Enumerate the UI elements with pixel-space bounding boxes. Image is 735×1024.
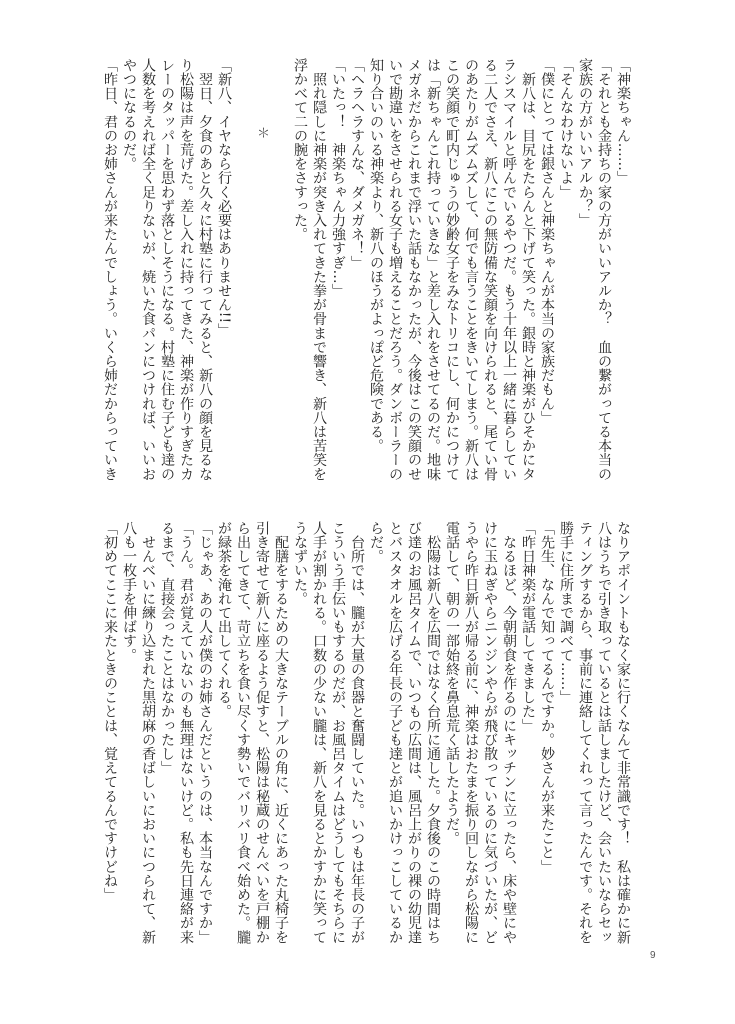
page-number: 9 [650,950,656,961]
text-column: 家族の方がいいアルか？」 [577,58,593,228]
text-column: 八も一枚手を伸ばす。 [121,521,137,662]
text-column: 「ヘラヘラすんな、ダメガネ！」 [349,58,365,270]
text-column: うなずいた。 [292,521,308,606]
text-column: 台所では、朧が大量の食器と奮闘していた。いつもは年長の子が [349,521,365,944]
text-column: 「先生、なんで知ってるんですか。妙さんが来たこと」 [539,521,555,874]
text-column: 翌日、夕食のあと久々に村塾に行ってみると、新八の顔を見るな [197,58,213,481]
text-column: らだ。 [368,521,384,564]
top-text-block [100,58,632,498]
text-column: 新八は、目尻をたらんと下げて笑った。銀時と神楽がひそかにタ [520,58,536,481]
text-column: 「それとも金持ちの家の方がいいアルか？ 血の繋がってる本当の [596,58,612,481]
text-column: やつになるのだ。 [121,58,137,171]
text-column: なるほど、今朝朝食を作るのにキッチンに立ったら、床や壁にや [501,521,517,944]
text-column: 「うん。君が覚えていないのも無理はないけど。私も先日連絡が来 [178,521,194,944]
text-column: 「昨日神楽が電話してきました」 [520,521,536,733]
text-column: 「神楽ちゃん……」 [615,58,631,185]
text-column: せんべいに練り込まれた黒胡麻の香ばしいにおいにつられて、新 [140,521,156,944]
text-column: るまで、直接会ったことはなかったし」 [159,521,175,775]
text-column: 「新八、イヤなら行く必要はありません!!」 [216,58,232,338]
text-column: こういう手伝いもするのだが、お風呂タイムはどうしてもそちらに [330,521,346,944]
text-column: 「昨日、君のお姉さんが来たんでしょう。いくら姉だからっていき [102,58,118,481]
text-column: 「僕にとっては銀さんと神楽ちゃんが本当の家族だもん」 [539,58,555,425]
text-column: 「初めてここに来たときのことは、覚えてるんですけどね」 [102,521,118,902]
text-column: 「いたっ！ 神楽ちゃん力強すぎ…」 [330,58,346,298]
text-column: レーのタッパーを思わず落としそうになる。村塾に住む子ども達の [159,58,175,481]
text-column: 「じゃあ、あの人が僕のお姉さんだというのは、本当なんですか」 [197,521,213,944]
text-column: 人数を考えれば全く足りないが、焼いた食パンにつければ、いいお [140,58,156,481]
bottom-text-block [100,521,632,961]
text-column: 「そんなわけないよ」 [558,58,574,199]
text-column: けに玉ねぎやらニンジンやらが飛び散っているのに気づいたが、ど [482,521,498,944]
text-column: とバスタオルを広げる年長の子ども達とが追いかけっこしているか [387,521,403,944]
text-column: が緑茶を淹れて出してくれる。 [216,521,232,719]
text-column: うやら昨日新八が帰る前に、神楽はおたまを振り回しながら松陽に [463,521,479,944]
text-column: び達のお風呂タイムで、いつもの広間は、風呂上がりの裸の幼児達 [406,521,422,944]
text-column: る二人でさえ、新八にこの無防備な笑顔を向けられると、尾てい骨 [482,58,498,481]
text-column: 知り合いのいる神楽より、新八のほうがよっぽど危険である。 [368,58,384,453]
text-column: 人手が割かれる。口数の少ない朧は、新八を見るとかすかに笑って [311,521,327,944]
text-column: 八はうちで引き取っているとは話しましたけど、会いたいならセッ [596,521,612,944]
text-column: いで勘違いをさせられる女子も増えることだろう。ダンボーラーの [387,58,403,481]
text-column: のあたりがムズムズして、何でも言うことをきいてしまう。新八は [463,58,479,481]
text-column: 浮かべて二の腕をさすった。 [292,58,308,242]
text-column: 電話して、朝の一部始終を鼻息荒く話したようだ。 [444,521,460,846]
text-column: は「新ちゃんこれ持っていきな」と差し入れをさせてるのだ。地味 [425,58,441,481]
text-column: ら出してきて、苛立ちを食い尽くす勢いでバリバリ食べ始めた。朧 [235,521,251,944]
text-column: 照れ隠しに神楽が突き入れてきた拳が骨まで響き、新八は苦笑を [311,58,327,481]
text-column: 勝手に住所まで調べて……」 [558,521,574,705]
text-column: 配膳をするための大きなテーブルの角に、近くにあった丸椅子を [273,521,289,944]
text-column: この笑顔で町内じゅうの妙齢女子をみなトリコにし、何かにつけて [444,58,460,481]
text-column: なりアポイントもなく家に行くなんて非常識です！ 私は確かに新 [615,521,631,944]
text-column: メガネだからこれまで浮いた話もなかったが、今後はこの笑顔のせ [406,58,422,481]
text-column: り松陽は声を荒げた。差し入れに持ってきた、神楽が作りすぎたカ [178,58,194,481]
section-separator-asterisk: ＊ [254,126,269,139]
text-column: 引き寄せて新八に座るよう促すと、松陽は秘蔵のせんべいを戸棚か [254,521,270,944]
text-column: ラシスマイルと呼んでいるやつだ。もう十年以上一緒に暮らしてい [501,58,517,481]
text-column: ティングするから、事前に連絡してくれって言ったんです。それを [577,521,593,944]
text-column: 松陽は新八を広間ではなく台所に通した。夕食後のこの時間はち [425,521,441,944]
